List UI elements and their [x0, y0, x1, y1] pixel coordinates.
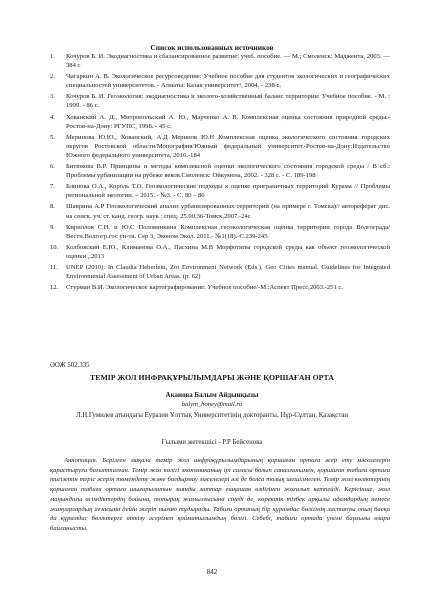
reference-number: 4.: [50, 113, 55, 121]
reference-number: 5.: [50, 133, 55, 141]
reference-number: 10.: [50, 243, 59, 251]
reference-item: [50, 182, 390, 200]
reference-number: 7.: [50, 183, 55, 191]
reference-number: 12.: [50, 284, 59, 292]
reference-item: [50, 263, 390, 281]
reference-number: 9.: [50, 223, 55, 231]
reference-item: [50, 223, 390, 241]
reference-number: 2.: [50, 73, 55, 81]
reference-item: [50, 243, 390, 261]
reference-text: Хованский А. Д., Митропольский А. Ю., Марченко А. В. Комплексная оценка состояния природной среды.- Ростов-на-Дону: РГУПС, 1998. - 45 с.: [66, 113, 390, 130]
reference-item: [50, 52, 390, 70]
reference-text: Битюкова В.Р. Принципы и методы комплексной оценки экологического состояния городской среды / В сб.: Проблемы урбанизации на рубеже веков.Смоленск: Ойкумена, 2002. - 328 с. - С. 189-198: [66, 163, 390, 180]
reference-number: 1.: [50, 53, 55, 60]
reference-item: [50, 162, 390, 180]
reference-item: [50, 72, 390, 90]
reference-item: [50, 283, 390, 292]
reference-item: [50, 202, 390, 220]
reference-text: Чигаркин А. В. Экологическое ресурсоведение: Учебное пособие для студентов экологических и географических специальностей университетов. - Алматы: Казак университет!, 2004. - 238 с.: [66, 73, 390, 90]
reference-text: Стурман В.И. Экологическое картографирование: Учебное пособие/-М.:Аспект Пресс,2003.-251 с.: [66, 284, 343, 292]
page-number: 842: [206, 568, 218, 576]
reference-item: [50, 92, 390, 110]
author-email[interactable]: balym_honey@mail.ru: [181, 401, 243, 408]
reference-text: Блинова О.А., Король Т.О. Геоэкологические подходы к оценке приграничных территорий Курама // Проблемы региональной экологии. – 2015. - №3. - С. 80 – 86: [66, 183, 390, 200]
references-heading: Список использованных источников: [150, 43, 274, 52]
reference-number: 11.: [50, 263, 58, 271]
reference-number: 8.: [50, 203, 55, 211]
reference-text: Кочуров Б. И. Геоэкология: экодиагностика и эколого-хозяйственный баланс территории: Учебное пособие. - М. : 1999. - 86 с.: [66, 93, 390, 110]
references-list: [50, 52, 390, 294]
abstract-text: Берілген мақала темір жол инфрақұрылымдарының қоршаған ортаға әсер ету мәселелерін қарастыруға бағытталған. Темір жол көлігі экономиканың ірі саласы болып саналғанымен, қоршаған табиғи ортаға тигізетін теріс әсерін төмендету және болдырмау мәселелері әлі де болса толық шешілмеген. Темір жол көліктерінің қоршаған табиғи ортаға шығарылатын зиянды заттар ешқашан өздігінен жоғалып кетпейді. Керісінше, жол маңындағы өсімдіктердің бойына, топырақ жамылғысына сіңеді де, көректік тізбек арқылы адамдардың немесе жануарлардың ағзасына дейін жеріп нығаю тұдырады. Табиғи ортаның бір құрамдас бөлігінің ластануы оның басқа да құрамдас бөліктерге өткізу әсерімен қойматылымдың бөлігі. Себебі, табиғи ортада үнемі барлығы өзара байланысты.: [50, 457, 390, 532]
affiliation-text: Л.Н.Гумилев атындағы Еуразия Ұлттық Университетінің докторанты, Нұр-Сұлтан, Қазақстан: [75, 412, 349, 419]
udc-code: ӘОЖ 502.335: [50, 362, 90, 369]
author-affiliation: [0, 411, 424, 421]
supervisor: Ғылыми жетекшісі - Р.Р Бейсенова: [161, 439, 263, 446]
reference-text: Кириллов С.Н. и Ю.С Половинкина Комплексная геоэкологическая оценка территории города Волгограда/Вестн.Волгогр.гос ун-та. Сер 3, Эконом.Экол. 2011.- №1(18).-С.239-245: [66, 223, 390, 240]
reference-number: 3.: [50, 93, 55, 101]
reference-text: Колбовский Е.Ю., Климанова О.А., Пасхина М.В Морфотипы городской среды как объект геоэкологической оценки ,.2013: [66, 243, 390, 260]
reference-text: Меринова Ю.Ю., Хованский, А.Д Меринов Ю.Н Комплексная оценка экологического состояния городских округов Ростовской области/Монография/Южный федеральный университет.-Ростов-на-Дону:Издательство Южного федерального университета, 2016.-184: [66, 133, 390, 159]
reference-text: UNEP (2010). In Claudia Heberlein, Zoi Environment Network (Eds.), Geo Cities manual. Guidelines for Integrated Environmental Assessment of Urban Areas. (p. 62): [66, 263, 390, 281]
abstract: [50, 456, 390, 534]
reference-item: [50, 113, 390, 131]
abstract-label: Аннотация.: [64, 457, 98, 464]
article-title: ТЕМІР ЖОЛ ИНФРАҚҰРЫЛЫМДАРЫ ЖӘНЕ ҚОРШАҒАН ОРТА: [90, 373, 334, 382]
reference-item: [50, 133, 390, 160]
reference-number: 6.: [50, 163, 55, 171]
reference-text: Кочуров Б. И. Экодиагностика и сбалансированное развитие: учеб. пособие. — М.; Смоленск: Маджента, 2003. — 384 с: [66, 53, 390, 70]
reference-text: Шаврина А.Р Геоэкологический анализ урбанизированных территорий (на примере г. Томска)// автореферат дис. на соиск. уч. ст. канд. геогр. наук : спец. 25.00.36-Томск,2007.-24с: [66, 203, 390, 220]
author-name: Аканова Балым Айдынқызы: [165, 391, 259, 399]
